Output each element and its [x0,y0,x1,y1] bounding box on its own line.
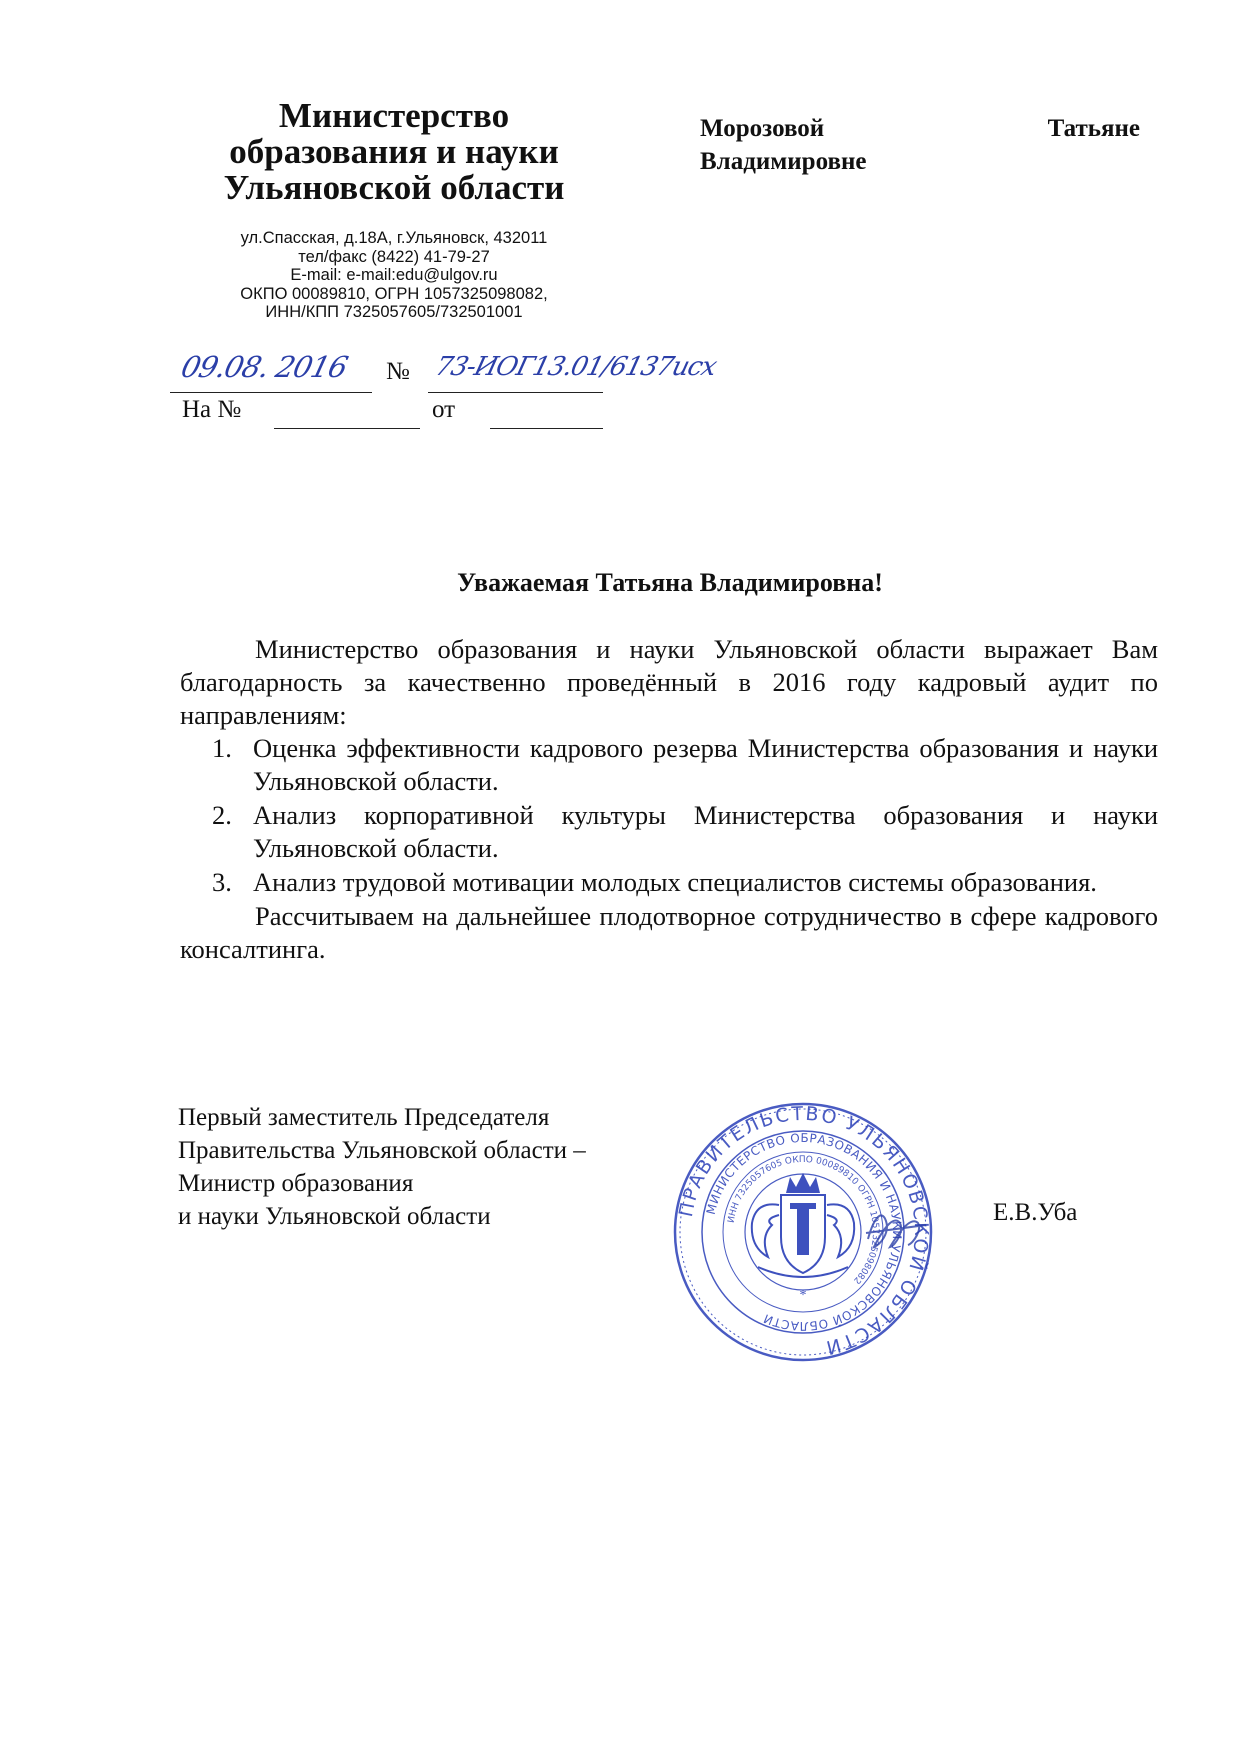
letter-body [180,633,1158,966]
coat-of-arms-icon [752,1173,854,1303]
handwritten-number: 73-ИОГ13.01/6137исх [432,352,720,382]
reply-number-underline [274,428,420,429]
handwritten-date: 09.08. 2016 [177,350,351,384]
closing-paragraph: Рассчитываем на дальнейшее плодотворное сотрудничество в сфере кадрового консалтинга. [180,901,1158,964]
ministry-name-line-1: Министерство [278,96,510,135]
list-item-number: 1. [212,733,232,763]
list-item-number: 2. [212,800,232,830]
ministry-phone: тел/факс (8422) 41-79-27 [298,247,490,266]
addressee-surname: Морозовой [700,115,825,142]
list-item [180,799,1158,865]
stamp-codes-text: ИНН 7325057605 ОКПО 00089810 ОГРН 1057325098082 [726,1154,881,1286]
ministry-name-line-3: Ульяновской области [223,168,565,207]
addressee [700,112,1140,178]
addressee-patronymic: Владимировне [700,148,867,175]
addressee-first-name: Татьяне [1047,115,1140,142]
ministry-okpo-ogrn: ОКПО 00089810, ОГРН 1057325098082, [240,284,548,303]
ministry-email: E-mail: e-mail:edu@ulgov.ru [290,266,498,284]
signer-position-line-2: Правительства Ульяновской области – [178,1137,586,1164]
list-item-text: Анализ трудовой мотивации молодых специалистов системы образования. [253,867,1097,897]
number-sign: № [386,358,410,385]
date-underline [170,392,372,393]
list-item-text: Анализ корпоративной культуры Министерства образования и науки Ульяновской области. [253,800,1158,863]
intro-paragraph: Министерство образования и науки Ульяновской области выражает Вам благодарность за качественно проведённый в 2016 году кадровый аудит по направлениям: [180,634,1158,730]
ministry-contacts [178,229,610,322]
stamp-inner-text: МИНИСТЕРСТВО ОБРАЗОВАНИЯ И НАУКИ УЛЬЯНОВСКОЙ ОБЛАСТИ [703,1130,905,1334]
ministry-inn-kpp: ИНН/КПП 7325057605/732501001 [265,303,523,321]
ministry-name [178,98,610,206]
ministry-address: ул.Спасская, д.18А, г.Ульяновск, 432011 [240,229,548,247]
number-underline [428,392,603,393]
list-item [180,866,1158,899]
salutation: Уважаемая Татьяна Владимировна! [457,568,883,597]
signer-name: Е.В.Уба [993,1199,1078,1226]
list-item [180,732,1158,798]
signer-position-line-4: и науки Ульяновской области [178,1203,491,1230]
stamp-seal-icon [668,1097,938,1367]
audit-directions-list [180,732,1158,899]
ministry-name-line-2: образования и науки [229,132,559,171]
signer-position-line-1: Первый заместитель Председателя [178,1104,550,1131]
reply-to-label: На № [182,396,242,423]
official-stamp [668,1097,938,1372]
list-item-number: 3. [212,867,232,897]
stamp-outer-text: ПРАВИТЕЛЬСТВО УЛЬЯНОВСКОЙ ОБЛАСТИ [674,1102,933,1359]
svg-text:*: * [799,1288,807,1303]
signer-position-line-3: Министр образования [178,1170,414,1197]
list-item-text: Оценка эффективности кадрового резерва Министерства образования и науки Ульяновской области. [253,733,1158,796]
reply-date-underline [490,428,603,429]
from-label: от [432,396,456,423]
signer-position [178,1101,738,1233]
